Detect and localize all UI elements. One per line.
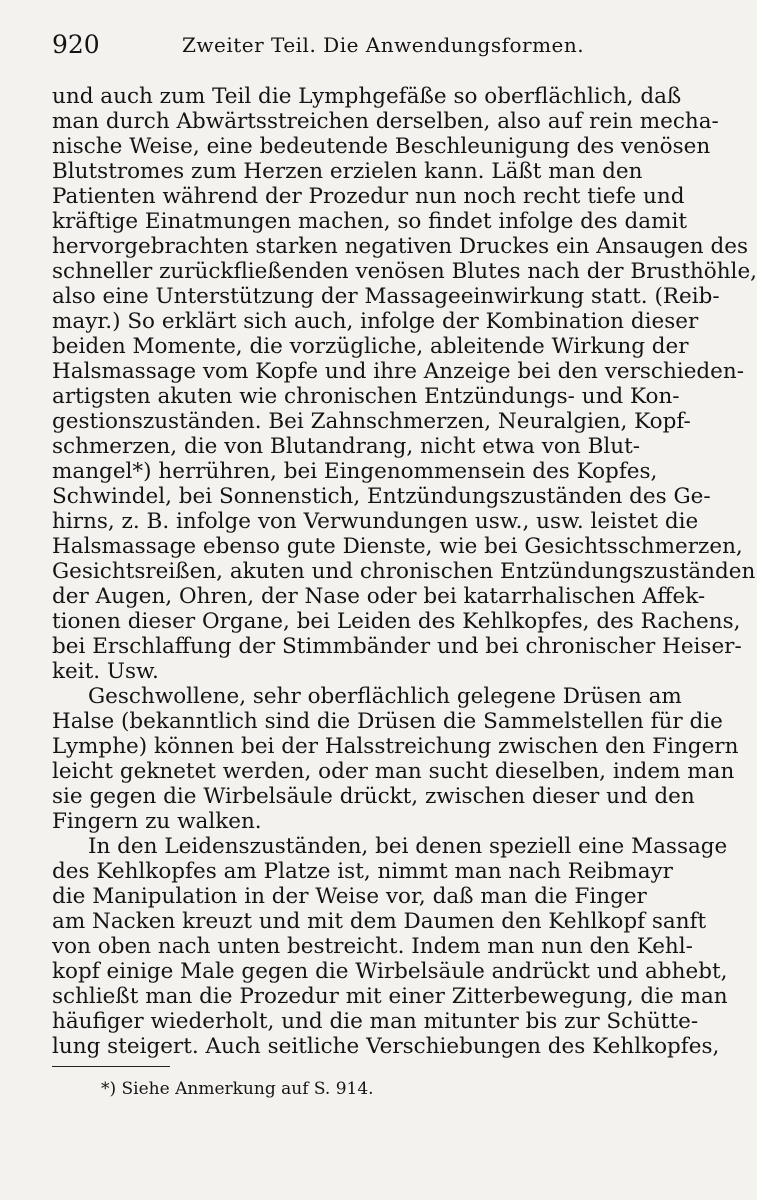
text-line: lung steigert. Auch seitliche Verschiebungen des Kehlkopfes, xyxy=(52,1034,720,1059)
text-line: also eine Unterstützung der Massageeinwirkung statt. (Reib- xyxy=(52,284,720,309)
text-line: von oben nach unten bestreicht. Indem man nun den Kehl- xyxy=(52,934,693,959)
text-line: hirns, z. B. infolge von Verwundungen usw., usw. leistet die xyxy=(52,509,699,534)
text-line: die Manipulation in der Weise vor, daß man die Finger xyxy=(52,884,647,909)
footnote-divider xyxy=(52,1066,170,1067)
text-line: gestionszuständen. Bei Zahnschmerzen, Neuralgien, Kopf- xyxy=(52,409,691,434)
page-header xyxy=(52,30,650,60)
text-line: Gesichtsreißen, akuten und chronischen Entzündungszuständen xyxy=(52,559,756,584)
text-line: bei Erschlaffung der Stimmbänder und bei chronischer Heiser- xyxy=(52,634,742,659)
text-line: kopf einige Male gegen die Wirbelsäule andrückt und abhebt, xyxy=(52,959,728,984)
running-head: Zweiter Teil. Die Anwendungsformen. xyxy=(182,33,585,57)
text-line: häufiger wiederholt, und die man mitunter bis zur Schütte- xyxy=(52,1009,699,1034)
text-line: der Augen, Ohren, der Nase oder bei katarrhalischen Affek- xyxy=(52,584,706,609)
text-line: Halsmassage vom Kopfe und ihre Anzeige bei den verschieden- xyxy=(52,359,745,384)
text-line: artigsten akuten wie chronischen Entzündungs- und Kon- xyxy=(52,384,680,409)
text-line: kräftige Einatmungen machen, so findet infolge des damit xyxy=(52,209,687,234)
text-line: keit. Usw. xyxy=(52,659,159,684)
text-line: am Nacken kreuzt und mit dem Daumen den Kehlkopf sanft xyxy=(52,909,707,934)
footnote: *) Siehe Anmerkung auf S. 914. xyxy=(101,1079,374,1099)
text-line: beiden Momente, die vorzügliche, ableitende Wirkung der xyxy=(52,334,689,359)
page-number: 920 xyxy=(52,30,100,59)
text-line: man durch Abwärtsstreichen derselben, also auf rein mecha- xyxy=(52,109,719,134)
text-line: schließt man die Prozedur mit einer Zitterbewegung, die man xyxy=(52,984,728,1009)
text-line: Halsmassage ebenso gute Dienste, wie bei Gesichtsschmerzen, xyxy=(52,534,743,559)
text-line: In den Leidenszuständen, bei denen speziell eine Massage xyxy=(88,834,728,859)
text-line: Lymphe) können bei der Halsstreichung zwischen den Fingern xyxy=(52,734,739,759)
text-line: schneller zurückfließenden venösen Blutes nach der Brusthöhle, xyxy=(52,259,757,284)
text-line: des Kehlkopfes am Platze ist, nimmt man nach Reibmayr xyxy=(52,859,673,884)
text-line: und auch zum Teil die Lymphgefäße so oberflächlich, daß xyxy=(52,84,682,109)
text-line: Halse (bekanntlich sind die Drüsen die Sammelstellen für die xyxy=(52,709,723,734)
text-line: schmerzen, die von Blutandrang, nicht etwa von Blut- xyxy=(52,434,640,459)
text-line: Fingern zu walken. xyxy=(52,809,262,834)
text-line: nische Weise, eine bedeutende Beschleunigung des venösen xyxy=(52,134,711,159)
text-line: Patienten während der Prozedur nun noch recht tiefe und xyxy=(52,184,685,209)
text-line: Blutstromes zum Herzen erzielen kann. Läßt man den xyxy=(52,159,643,184)
text-line: hervorgebrachten starken negativen Druckes ein Ansaugen des xyxy=(52,234,748,259)
text-line: mayr.) So erklärt sich auch, infolge der Kombination dieser xyxy=(52,309,699,334)
text-line: sie gegen die Wirbelsäule drückt, zwischen dieser und den xyxy=(52,784,695,809)
text-line: mangel*) herrühren, bei Eingenommensein des Kopfes, xyxy=(52,459,658,484)
text-line: Geschwollene, sehr oberflächlich gelegene Drüsen am xyxy=(88,684,682,709)
text-line: tionen dieser Organe, bei Leiden des Kehlkopfes, des Rachens, xyxy=(52,609,741,634)
text-line: Schwindel, bei Sonnenstich, Entzündungszuständen des Ge- xyxy=(52,484,711,509)
text-line: leicht geknetet werden, oder man sucht dieselben, indem man xyxy=(52,759,735,784)
